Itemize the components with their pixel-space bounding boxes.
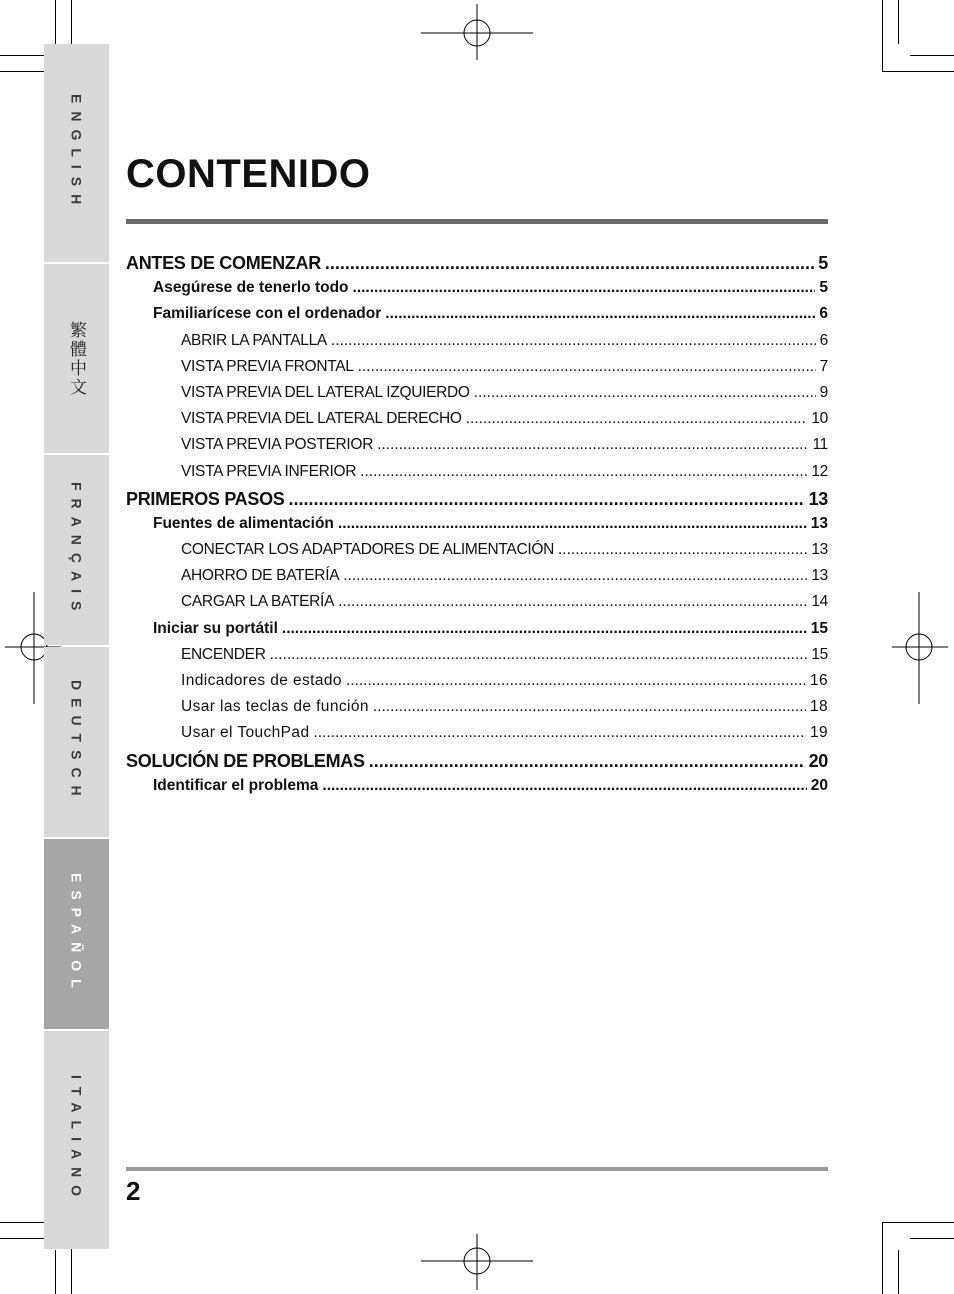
toc-entry-page: 6 — [819, 305, 828, 323]
toc-entry-title: CONECTAR LOS ADAPTADORES DE ALIMENTACIÓN — [181, 541, 554, 559]
toc-dot-leader — [338, 515, 807, 533]
toc-entry-title: Identificar el problema — [153, 776, 319, 794]
toc-entry[interactable] — [126, 358, 828, 384]
toc-entry-title: VISTA PREVIA INFERIOR — [181, 462, 357, 480]
toc-entry-title: Iniciar su portátil — [153, 619, 278, 637]
toc-entry[interactable] — [126, 593, 828, 619]
toc-entry[interactable] — [126, 751, 828, 777]
toc-entry-title: VISTA PREVIA FRONTAL — [181, 357, 354, 375]
toc-entry-title: CARGAR LA BATERÍA — [181, 593, 335, 611]
toc-dot-leader — [270, 646, 808, 664]
toc-entry[interactable] — [126, 672, 828, 698]
tab-label: ITALIANO — [68, 1075, 85, 1205]
toc-entry[interactable] — [126, 515, 828, 541]
toc-entry-title: VISTA PREVIA POSTERIOR — [181, 436, 374, 454]
toc-entry[interactable] — [126, 463, 828, 489]
toc-entry-page: 13 — [808, 488, 828, 509]
toc-entry[interactable] — [126, 332, 828, 358]
toc-dot-leader — [289, 489, 805, 510]
toc-dot-leader — [466, 410, 808, 428]
tab-label: 繁體中文 — [67, 320, 86, 397]
toc-entry-page: 20 — [810, 776, 828, 794]
toc-entry-page: 6 — [819, 331, 828, 349]
toc-entry-title: Asegúrese de tenerlo todo — [153, 279, 349, 297]
tab-label: ENGLISH — [68, 93, 85, 213]
toc-dot-leader — [369, 751, 805, 772]
toc-dot-leader — [385, 305, 815, 323]
toc-entry[interactable] — [126, 384, 828, 410]
toc-entry-page: 11 — [812, 436, 828, 454]
page-number: 2 — [126, 1176, 141, 1206]
registration-mark-right — [892, 592, 948, 704]
table-of-contents — [126, 253, 828, 803]
toc-entry-title: Fuentes de alimentación — [153, 514, 334, 532]
toc-dot-leader — [331, 332, 816, 350]
toc-entry-title: Usar las teclas de función — [181, 698, 369, 716]
toc-entry-page: 5 — [818, 253, 828, 273]
toc-entry[interactable] — [126, 646, 828, 672]
toc-dot-leader — [338, 593, 807, 611]
tab-label: DEUTSCH — [68, 680, 85, 804]
tab-label: FRANÇAIS — [68, 481, 85, 619]
tab-deutsch[interactable] — [44, 647, 109, 837]
toc-entry-title: SOLUCIÓN DE PROBLEMAS — [126, 750, 365, 771]
toc-entry-page: 12 — [811, 462, 828, 480]
toc-dot-leader — [474, 384, 816, 402]
toc-dot-leader — [360, 463, 807, 481]
tab-espanol[interactable] — [44, 839, 109, 1029]
toc-dot-leader — [313, 724, 805, 742]
toc-entry-page: 19 — [809, 724, 828, 742]
toc-dot-leader — [322, 777, 806, 795]
toc-entry[interactable] — [126, 410, 828, 436]
toc-dot-leader — [377, 436, 808, 454]
toc-entry[interactable] — [126, 541, 828, 567]
toc-entry-title: VISTA PREVIA DEL LATERAL IZQUIERDO — [181, 383, 470, 401]
tab-francais[interactable] — [44, 455, 109, 645]
toc-dot-leader — [282, 620, 807, 638]
toc-dot-leader — [346, 672, 806, 690]
toc-entry-page: 14 — [811, 593, 828, 611]
toc-entry-title: VISTA PREVIA DEL LATERAL DERECHO — [181, 410, 462, 428]
toc-entry-page: 13 — [811, 567, 828, 585]
toc-dot-leader — [373, 698, 806, 716]
toc-entry-page: 15 — [810, 619, 828, 637]
toc-entry-title: Usar el TouchPad — [181, 724, 310, 742]
tab-italiano[interactable] — [44, 1031, 109, 1249]
toc-dot-leader — [325, 253, 814, 274]
toc-entry[interactable] — [126, 567, 828, 593]
toc-entry-title: ABRIR LA PANTALLA — [181, 331, 327, 349]
toc-entry-title: Indicadores de estado — [181, 672, 342, 689]
toc-entry[interactable] — [126, 724, 828, 750]
toc-dot-leader — [343, 567, 807, 585]
toc-entry[interactable] — [126, 777, 828, 803]
toc-entry-page: 15 — [811, 645, 828, 663]
toc-entry-page: 9 — [819, 383, 828, 401]
toc-entry[interactable] — [126, 620, 828, 646]
toc-entry-title: Familiarícese con el ordenador — [153, 305, 382, 323]
toc-entry[interactable] — [126, 698, 828, 724]
toc-entry-title: ANTES DE COMENZAR — [126, 253, 321, 273]
toc-entry[interactable] — [126, 253, 828, 279]
toc-entry-page: 18 — [809, 698, 828, 716]
toc-entry-page: 13 — [811, 541, 828, 559]
toc-entry-page: 10 — [811, 410, 828, 428]
tab-english[interactable] — [44, 44, 109, 262]
toc-entry-title: PRIMEROS PASOS — [126, 488, 285, 509]
toc-dot-leader — [358, 358, 816, 376]
language-tabs — [44, 44, 109, 1249]
registration-mark-top — [421, 4, 533, 60]
toc-dot-leader — [558, 541, 807, 559]
footer-divider — [126, 1167, 828, 1171]
toc-entry[interactable] — [126, 279, 828, 305]
toc-entry-page: 7 — [819, 357, 828, 375]
tab-label: ESPAÑOL — [68, 872, 85, 996]
toc-entry-page: 5 — [819, 279, 828, 297]
toc-entry[interactable] — [126, 436, 828, 462]
toc-entry-page: 16 — [809, 672, 828, 689]
toc-entry-title: ENCENDER — [181, 645, 266, 663]
title-divider — [126, 219, 828, 224]
toc-entry[interactable] — [126, 305, 828, 331]
page-title: CONTENIDO — [126, 152, 371, 196]
toc-dot-leader — [353, 279, 816, 297]
tab-traditional-chinese[interactable] — [44, 264, 109, 453]
registration-mark-bottom — [421, 1234, 533, 1290]
toc-entry-title: AHORRO DE BATERÍA — [181, 567, 340, 585]
toc-entry-page: 20 — [808, 750, 828, 771]
toc-entry-page: 13 — [810, 514, 828, 532]
toc-entry[interactable] — [126, 489, 828, 515]
